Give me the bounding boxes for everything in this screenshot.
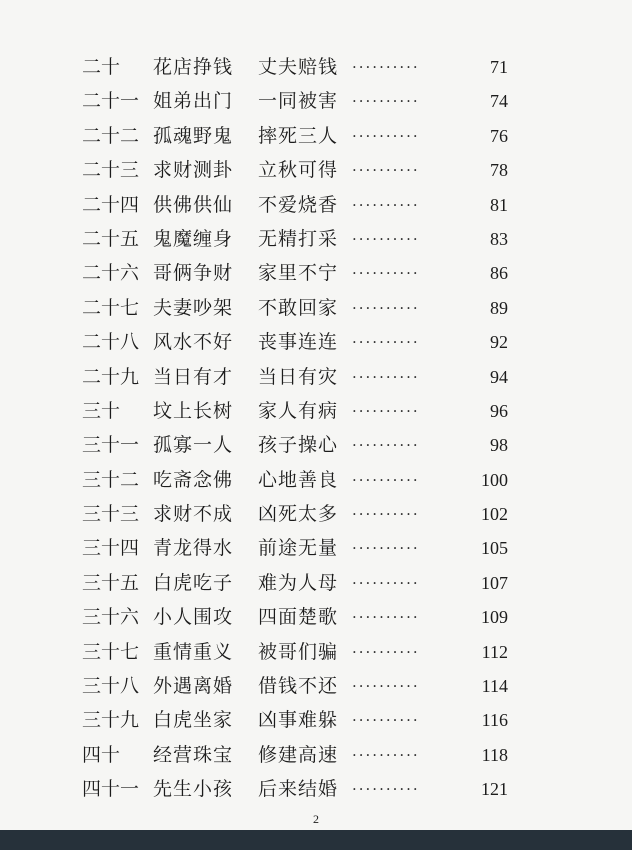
chapter-title-part2: 被哥们骗 <box>258 640 339 663</box>
chapter-title-part1: 风水不好 <box>153 331 234 354</box>
page-reference: 98 <box>490 435 508 456</box>
chapter-title-part2: 家里不宁 <box>258 262 339 285</box>
chapter-number: 三十二 <box>82 468 140 491</box>
chapter-title-part1: 供佛供仙 <box>153 193 234 216</box>
dot-leader: ·········· <box>352 470 420 489</box>
chapter-number: 三十 <box>82 399 121 422</box>
chapter-number: 三十八 <box>82 675 140 698</box>
chapter-number: 三十九 <box>82 709 140 732</box>
page-reference: 107 <box>481 572 508 593</box>
chapter-title-part2: 借钱不还 <box>258 675 339 698</box>
chapter-number: 四十 <box>82 743 121 766</box>
chapter-title-part2: 心地善良 <box>258 468 339 491</box>
page-reference: 76 <box>490 125 508 146</box>
chapter-number: 二十二 <box>82 124 140 147</box>
toc-entry <box>0 428 632 462</box>
page-reference: 71 <box>490 57 508 77</box>
chapter-title-part2: 凶死太多 <box>258 503 339 526</box>
chapter-title-part2: 四面楚歌 <box>258 606 339 629</box>
dot-leader: ·········· <box>352 711 420 730</box>
chapter-title-part2: 修建高速 <box>258 743 339 766</box>
chapter-title-part1: 白虎吃子 <box>153 571 234 594</box>
dot-leader: ·········· <box>352 677 420 696</box>
chapter-number: 二十五 <box>82 227 140 250</box>
dot-leader: ·········· <box>352 126 420 145</box>
chapter-title-part1: 哥俩争财 <box>153 262 234 285</box>
dot-leader: ·········· <box>352 92 420 111</box>
page-reference: 118 <box>481 744 508 765</box>
toc-entry <box>0 256 632 290</box>
toc-entry <box>0 531 632 565</box>
dot-leader: ·········· <box>352 367 420 386</box>
chapter-number: 三十一 <box>82 434 140 457</box>
chapter-title-part2: 凶事难躲 <box>258 709 339 732</box>
dot-leader: ·········· <box>352 642 420 661</box>
chapter-title-part2: 当日有灾 <box>258 365 339 388</box>
chapter-number: 二十八 <box>82 331 140 354</box>
page-reference: 92 <box>490 332 508 353</box>
table-of-contents <box>0 50 632 807</box>
chapter-title-part1: 青龙得水 <box>153 537 234 560</box>
page-reference: 112 <box>481 641 508 662</box>
page-reference: 94 <box>490 366 508 387</box>
toc-entry <box>0 600 632 634</box>
chapter-title-part1: 鬼魔缠身 <box>153 227 234 250</box>
page-reference: 89 <box>490 297 508 318</box>
dot-leader: ·········· <box>352 195 420 214</box>
toc-entry <box>0 222 632 256</box>
chapter-number: 三十三 <box>82 503 140 526</box>
chapter-number: 三十四 <box>82 537 140 560</box>
page-reference: 86 <box>490 263 508 284</box>
chapter-title-part2: 孩子操心 <box>258 434 339 457</box>
toc-entry <box>0 84 632 118</box>
chapter-title-part1: 坟上长树 <box>153 399 234 422</box>
page-reference: 96 <box>490 400 508 421</box>
toc-entry <box>0 360 632 394</box>
dot-leader: ·········· <box>352 780 420 799</box>
toc-entry <box>0 772 632 806</box>
dot-leader: ·········· <box>352 298 420 317</box>
page-reference: 105 <box>481 538 508 559</box>
toc-entry <box>0 497 632 531</box>
chapter-title-part1: 求财不成 <box>153 503 234 526</box>
chapter-number: 二十 <box>82 56 121 78</box>
page-reference: 102 <box>481 504 508 525</box>
chapter-title-part2: 不敢回家 <box>258 296 339 319</box>
dot-leader: ·········· <box>352 58 420 76</box>
chapter-title-part2: 立秋可得 <box>258 159 339 182</box>
dot-leader: ·········· <box>352 745 420 764</box>
toc-entry <box>0 394 632 428</box>
page-reference: 109 <box>481 607 508 628</box>
chapter-title-part1: 外遇离婚 <box>153 675 234 698</box>
toc-entry <box>0 325 632 359</box>
chapter-title-part1: 求财测卦 <box>153 159 234 182</box>
toc-entry <box>0 188 632 222</box>
chapter-number: 二十三 <box>82 159 140 182</box>
dot-leader: ·········· <box>352 573 420 592</box>
toc-entry <box>0 738 632 772</box>
chapter-title-part2: 一同被害 <box>258 90 339 113</box>
chapter-title-part1: 小人围攻 <box>153 606 234 629</box>
dot-leader: ·········· <box>352 229 420 248</box>
chapter-number: 四十一 <box>82 778 140 801</box>
chapter-title-part2: 后来结婚 <box>258 778 339 801</box>
dot-leader: ·········· <box>352 161 420 180</box>
chapter-title-part2: 无精打采 <box>258 227 339 250</box>
chapter-title-part1: 孤魂野鬼 <box>153 124 234 147</box>
dot-leader: ·········· <box>352 401 420 420</box>
toc-entry <box>0 566 632 600</box>
chapter-number: 三十五 <box>82 571 140 594</box>
viewer-bottom-bar <box>0 830 632 850</box>
page-reference: 116 <box>481 710 508 731</box>
page-reference: 81 <box>490 194 508 215</box>
dot-leader: ·········· <box>352 264 420 283</box>
chapter-title-part2: 丈夫赔钱 <box>258 56 339 78</box>
page-number: 2 <box>313 812 319 826</box>
chapter-number: 三十六 <box>82 606 140 629</box>
chapter-title-part1: 重情重义 <box>153 640 234 663</box>
dot-leader: ·········· <box>352 333 420 352</box>
chapter-number: 二十一 <box>82 90 140 113</box>
dot-leader: ·········· <box>352 539 420 558</box>
page-reference: 74 <box>490 91 508 112</box>
chapter-title-part2: 丧事连连 <box>258 331 339 354</box>
toc-entry <box>0 291 632 325</box>
chapter-title-part1: 当日有才 <box>153 365 234 388</box>
chapter-title-part2: 前途无量 <box>258 537 339 560</box>
toc-entry <box>0 119 632 153</box>
chapter-title-part1: 先生小孩 <box>153 778 234 801</box>
toc-entry <box>0 463 632 497</box>
toc-entry <box>0 153 632 187</box>
chapter-title-part2: 摔死三人 <box>258 124 339 147</box>
chapter-title-part1: 经营珠宝 <box>153 743 234 766</box>
chapter-number: 二十七 <box>82 296 140 319</box>
dot-leader: ·········· <box>352 436 420 455</box>
page-reference: 114 <box>481 676 508 697</box>
chapter-number: 三十七 <box>82 640 140 663</box>
chapter-title-part1: 姐弟出门 <box>153 90 234 113</box>
chapter-title-part2: 难为人母 <box>258 571 339 594</box>
chapter-number: 二十四 <box>82 193 140 216</box>
chapter-title-part1: 孤寡一人 <box>153 434 234 457</box>
page-reference: 100 <box>481 469 508 490</box>
chapter-title-part1: 花店挣钱 <box>153 56 234 78</box>
page-reference: 83 <box>490 228 508 249</box>
dot-leader: ·········· <box>352 608 420 627</box>
chapter-title-part1: 夫妻吵架 <box>153 296 234 319</box>
chapter-title-part1: 吃斋念佛 <box>153 468 234 491</box>
dot-leader: ·········· <box>352 505 420 524</box>
toc-entry <box>0 669 632 703</box>
toc-entry <box>0 703 632 737</box>
chapter-number: 二十九 <box>82 365 140 388</box>
chapter-title-part2: 家人有病 <box>258 399 339 422</box>
toc-entry <box>0 635 632 669</box>
chapter-title-part2: 不爱烧香 <box>258 193 339 216</box>
page-reference: 78 <box>490 160 508 181</box>
chapter-title-part1: 白虎坐家 <box>153 709 234 732</box>
chapter-number: 二十六 <box>82 262 140 285</box>
page-reference: 121 <box>481 779 508 800</box>
toc-entry <box>0 50 632 84</box>
